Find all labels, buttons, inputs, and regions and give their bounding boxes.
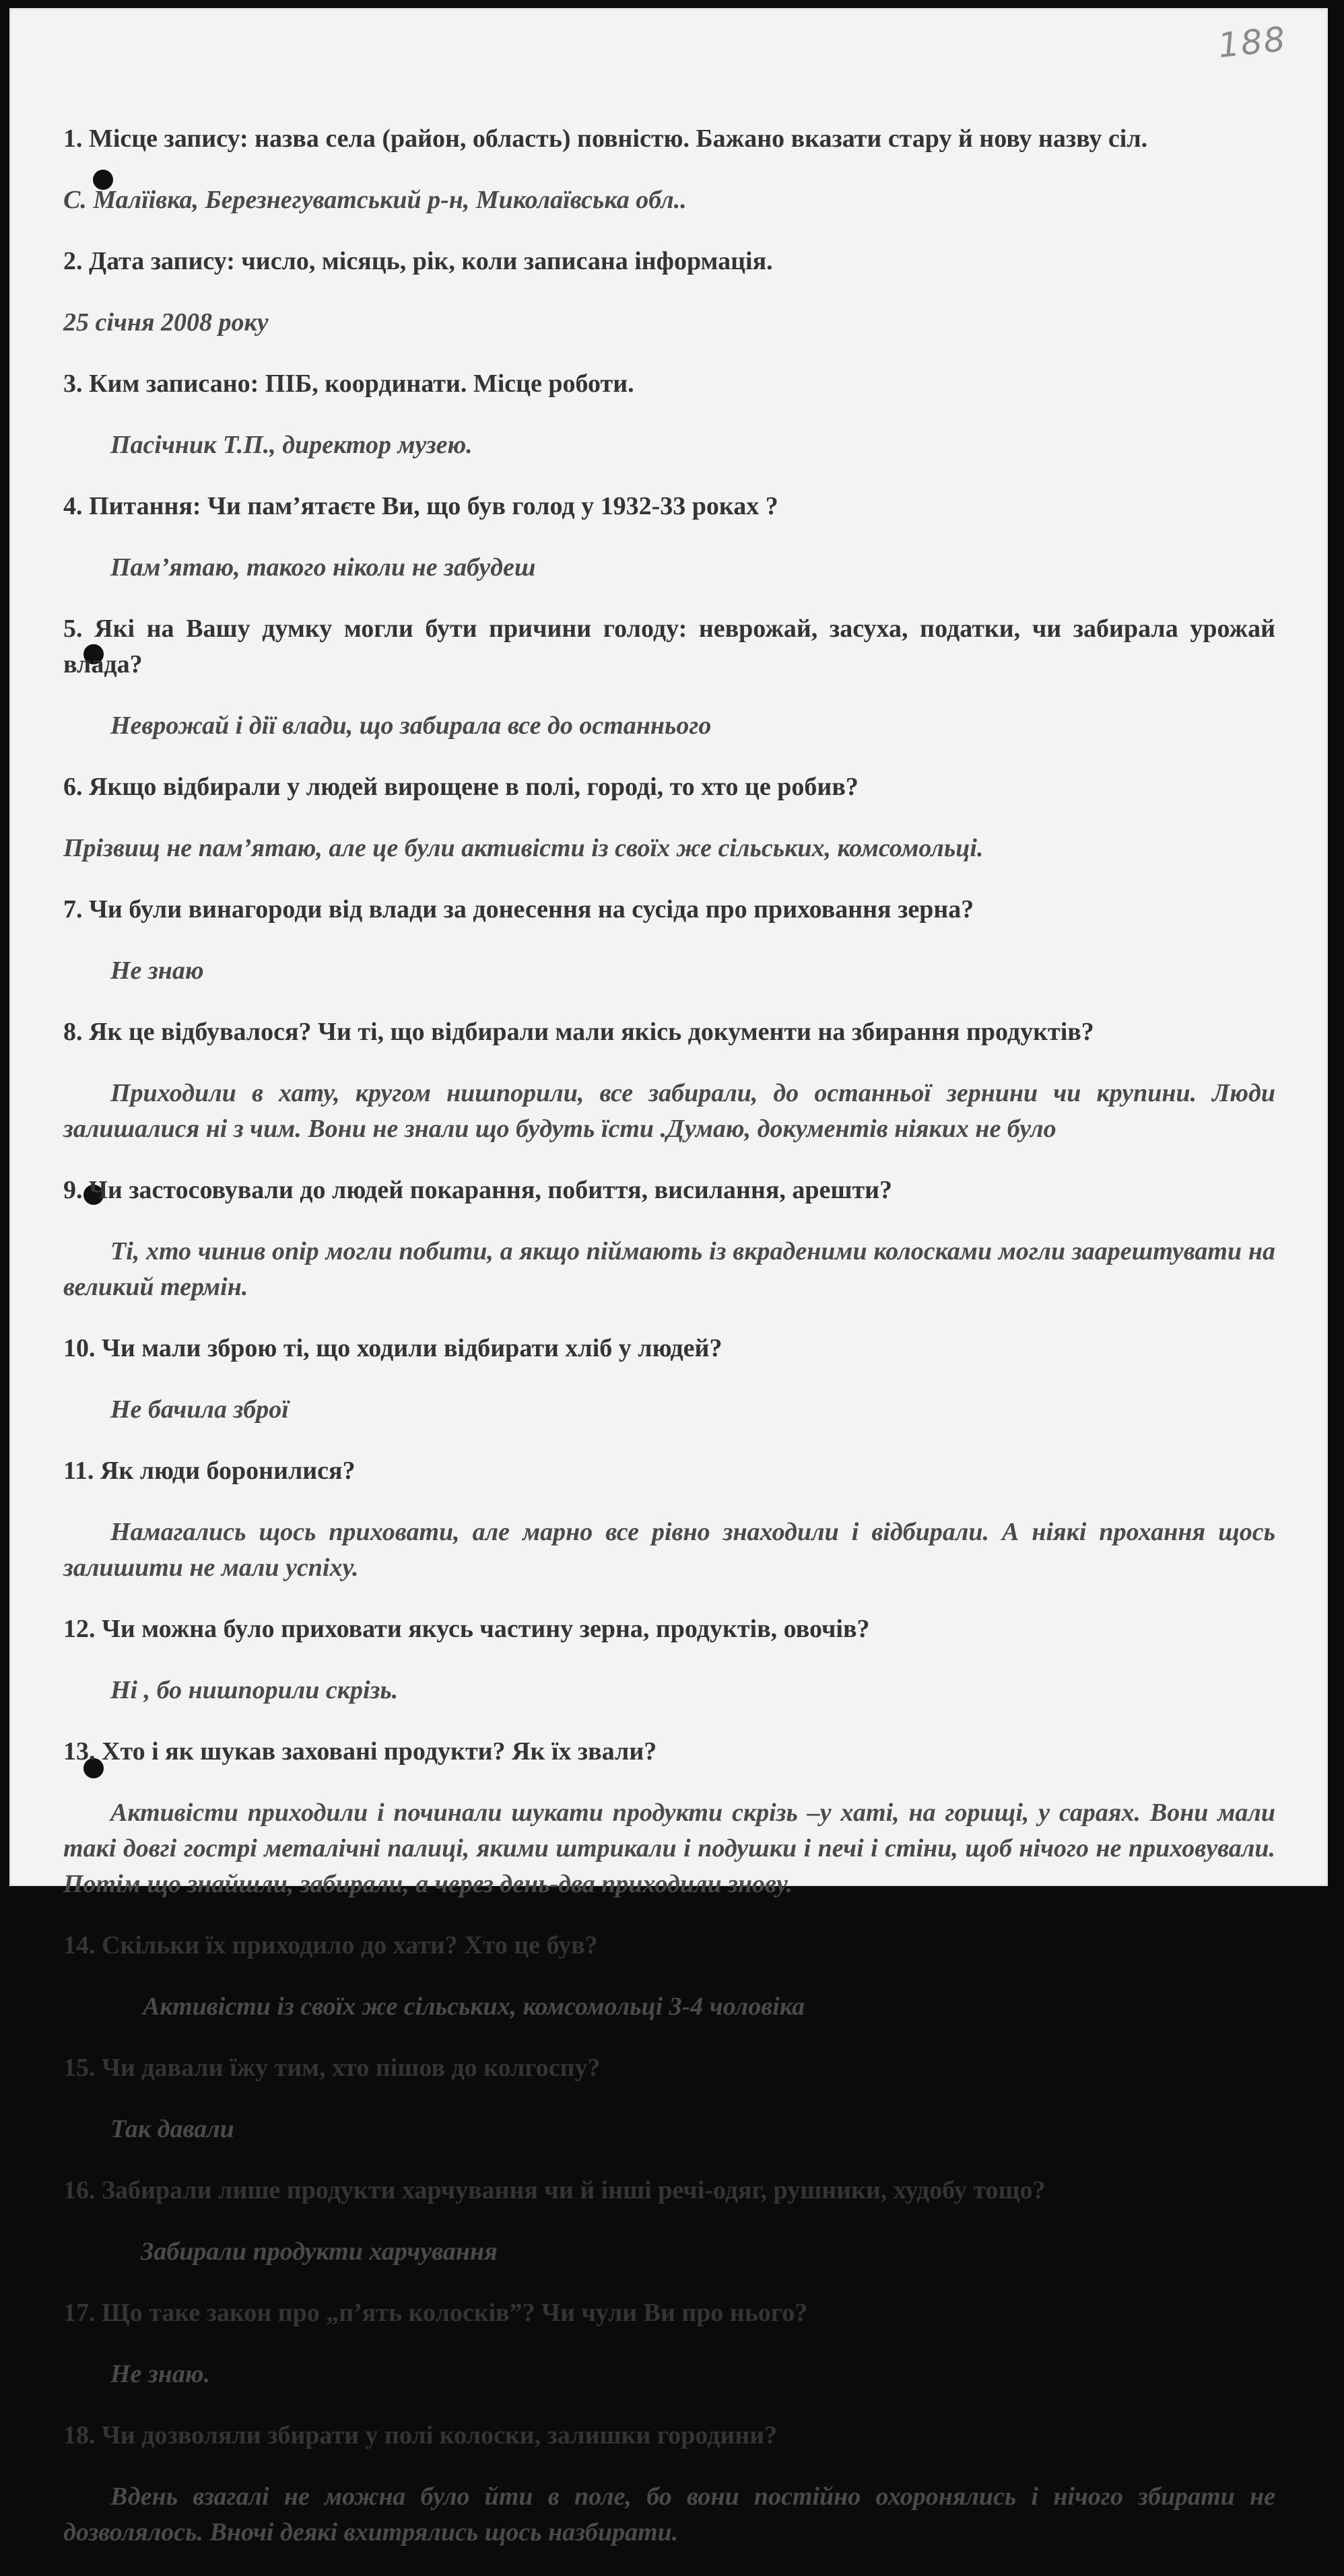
answer-3: Пасічник Т.П., директор музею.: [110, 431, 473, 459]
answer-16: Забирали продукти харчування: [141, 2237, 498, 2266]
answer-2: 25 січня 2008 року: [63, 308, 269, 337]
question-15: 15. Чи давали їжу тим, хто пішов до колгоспу?: [63, 2054, 601, 2082]
question-13: 13. Хто і як шукав заховані продукти? Як їх звали?: [63, 1737, 657, 1766]
qa-item-6: [63, 769, 1275, 866]
answer-17: Не знаю.: [110, 2360, 211, 2388]
answer-13: Активісти приходили і починали шукати продукти скрізь –у хаті, на горищі, у сараях. Вони мали такі довгі гострі металічні палиці, якими штрикали і подушки і печі і стіни, щоб нічого не приховували. Потім що знайшли, забирали, а через день-два приходили знову.: [63, 1799, 1275, 1898]
answer-4: Пам’ятаю, такого ніколи не забудеш: [110, 553, 536, 582]
question-5: 5. Які на Вашу думку могли бути причини голоду: неврожай, засуха, податки, чи забирала урожай влада?: [63, 615, 1275, 678]
qa-item-11: [63, 1453, 1275, 1586]
qa-item-18: [63, 2418, 1275, 2550]
answer-12: Ні , бо нишпорили скрізь.: [110, 1676, 399, 1704]
answer-5: Неврожай і дії влади, що забирала все до останнього: [110, 711, 712, 740]
qa-item-4: [63, 489, 1275, 586]
qa-item-15: [63, 2050, 1275, 2147]
question-16: 16. Забирали лише продукти харчування чи й інші речі-одяг, рушники, худобу тощо?: [63, 2176, 1046, 2204]
answer-1: С. Малїівка, Березнегуватський р-н, Миколаївська обл..: [63, 186, 687, 214]
question-7: 7. Чи були винагороди від влади за донесення на сусіда про приховання зерна?: [63, 895, 974, 924]
qa-item-12: [63, 1611, 1275, 1708]
qa-item-8: [63, 1014, 1275, 1147]
answer-7: Не знаю: [110, 956, 204, 985]
answer-11: Намагались щось приховати, але марно все рівно знаходили і відбирали. А ніякі прохання щось залишити не мали успіху.: [63, 1518, 1275, 1582]
question-12: 12. Чи можна було приховати якусь частину зерна, продуктів, овочів?: [63, 1615, 870, 1643]
answer-8: Приходили в хату, кругом нишпорили, все забирали, до останньої зернини чи крупини. Люди залишалися ні з чим. Вони не знали що будуть їсти .Думаю, документів ніяких не було: [63, 1079, 1275, 1143]
qa-item-13: [63, 1734, 1275, 1902]
page-number: 188: [1215, 19, 1288, 66]
qa-item-10: [63, 1331, 1275, 1428]
document-page: [9, 8, 1328, 2546]
question-14: 14. Скільки їх приходило до хати? Хто це був?: [63, 1931, 598, 1959]
qa-item-5: [63, 611, 1275, 744]
answer-9: Ті, хто чинив опір могли побити, а якщо піймають із вкраденими колосками могли заарештувати на великий термін.: [63, 1237, 1275, 1301]
qa-item-7: [63, 892, 1275, 989]
question-10: 10. Чи мали зброю ті, що ходили відбирати хліб у людей?: [63, 1334, 723, 1362]
qa-item-3: [63, 366, 1275, 463]
qa-item-17: [63, 2295, 1275, 2392]
question-2: 2. Дата запису: число, місяць, рік, коли записана інформація.: [63, 247, 773, 275]
answer-14: Активісти із своїх же сільських, комсомольці 3-4 чоловіка: [143, 1992, 805, 2021]
question-9: 9. Чи застосовували до людей покарання, побиття, висилання, арешти?: [63, 1176, 893, 1204]
question-18: 18. Чи дозволяли збирати у полі колоски, залишки городини?: [63, 2421, 778, 2449]
answer-6: Прізвищ не пам’ятаю, але це були активісти із своїх же сільських, комсомольці.: [63, 834, 984, 862]
qa-item-16: [63, 2173, 1275, 2270]
answer-15: Так давали: [110, 2115, 234, 2143]
answer-18: Вдень взагалі не можна було йти в поле, бо вони постійно охоронялись і нічого збирати не дозволялось. Вночі деякі вхитрялись щось назбирати.: [63, 2482, 1275, 2546]
questionnaire: [63, 96, 1275, 2576]
question-17: 17. Що таке закон про „п’ять колосків”? Чи чули Ви про нього?: [63, 2299, 808, 2327]
answer-10: Не бачила зброї: [110, 1395, 289, 1424]
qa-item-9: [63, 1173, 1275, 1305]
question-3: 3. Ким записано: ПІБ, координати. Місце роботи.: [63, 370, 634, 398]
question-4: 4. Питання: Чи пам’ятаєте Ви, що був голод у 1932-33 роках ?: [63, 492, 778, 520]
question-11: 11. Як люди боронилися?: [63, 1457, 356, 1485]
question-1: 1. Місце запису: назва села (район, область) повністю. Бажано вказати стару й нову назву сіл.: [63, 125, 1148, 153]
question-8: 8. Як це відбувалося? Чи ті, що відбирали мали якісь документи на збирання продуктів?: [63, 1018, 1094, 1046]
qa-item-14: [63, 1928, 1275, 2025]
qa-item-1: [63, 121, 1275, 218]
qa-item-2: [63, 244, 1275, 341]
question-6: 6. Якщо відбирали у людей вирощене в полі, городі, то хто це робив?: [63, 773, 859, 801]
